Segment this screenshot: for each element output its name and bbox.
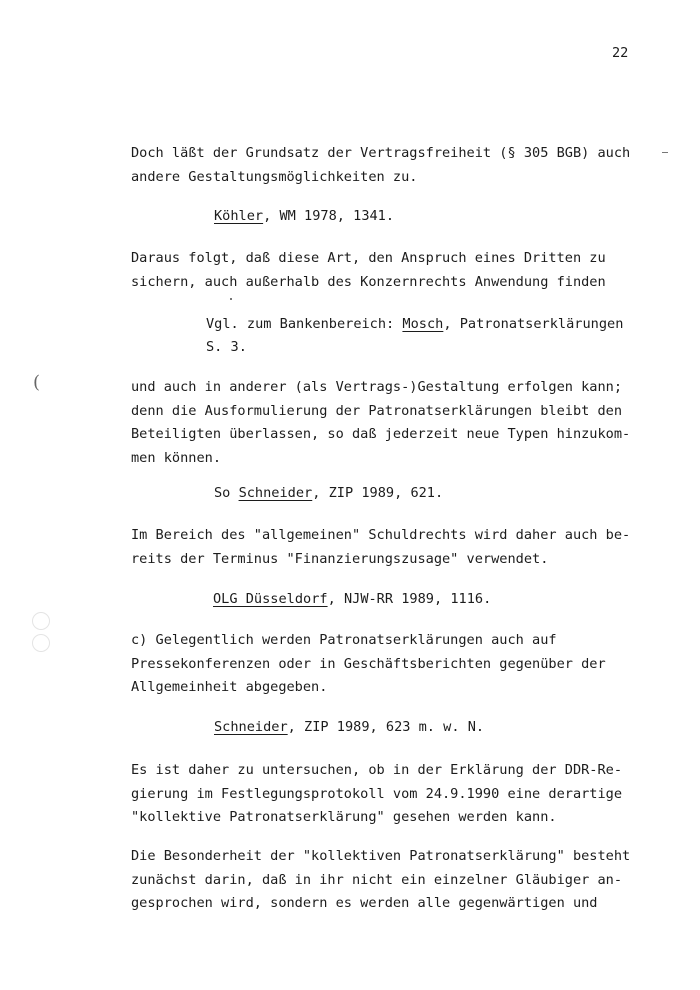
citation-1 <box>214 205 394 229</box>
text-line: sichern, auch außerhalb des Konzernrechts Anwendung finden <box>131 273 606 290</box>
citation-source: , ZIP 1989, 621. <box>312 485 444 501</box>
text-line: men können. <box>131 449 222 466</box>
paragraph-1 <box>131 142 646 189</box>
margin-bracket-mark: ( <box>33 372 41 393</box>
text-line: gesprochen wird, sondern es werden alle gegenwärtigen und <box>131 895 598 911</box>
text-line: c) Gelegentlich werden Patronatserklärungen auch auf <box>131 632 557 648</box>
text-line: Daraus folgt, daß diese Art, den Anspruch eines Dritten zu <box>131 250 606 266</box>
citation-source: , WM 1978, 1341. <box>263 208 395 224</box>
citation-4 <box>213 588 491 612</box>
citation-5 <box>214 716 484 740</box>
text-line: Allgemeinheit abgegeben. <box>131 679 328 695</box>
text-line: Im Bereich des "allgemeinen" Schuldrechts wird daher auch be- <box>131 527 631 543</box>
text-line: Pressekonferenzen oder in Geschäftsberichten gegenüber der <box>131 655 606 672</box>
text-line: "kollektive Patronatserklärung" gesehen werden kann. <box>131 809 557 825</box>
text-line: zunächst darin, daß in ihr nicht ein einzelner Gläubiger an- <box>131 871 623 888</box>
citation-source: , NJW-RR 1989, 1116. <box>327 591 492 607</box>
paragraph-2 <box>131 247 646 294</box>
citation-author: Mosch <box>402 316 444 332</box>
citation-author: OLG Düsseldorf <box>213 591 328 607</box>
text-line: und auch in anderer (als Vertrags-)Gestaltung erfolgen kann; <box>131 379 623 395</box>
citation-author: Schneider <box>238 485 313 501</box>
speck-mark <box>230 298 232 300</box>
text-line: andere Gestaltungsmöglichkeiten zu. <box>131 168 418 185</box>
text-line: Es ist daher zu untersuchen, ob in der Erklärung der DDR-Re- <box>131 762 623 778</box>
citation-author: Köhler <box>214 208 264 224</box>
paragraph-7 <box>131 845 646 916</box>
text-line: denn die Ausformulierung der Patronatserklärungen bleibt den <box>131 402 623 419</box>
punch-hole-mark <box>32 634 50 652</box>
text-line: Die Besonderheit der "kollektiven Patronatserklärung" besteht <box>131 848 631 864</box>
citation-prefix: Vgl. zum Bankenbereich: <box>206 316 403 332</box>
citation-2-line-2: S. 3. <box>206 339 247 355</box>
margin-tick-mark <box>662 152 668 153</box>
page-number: 22 <box>612 45 629 61</box>
punch-hole-mark <box>32 612 50 630</box>
text-line: gierung im Festlegungsprotokoll vom 24.9.1990 eine derartige <box>131 785 623 802</box>
paragraph-4 <box>131 524 646 571</box>
text-line: Doch läßt der Grundsatz der Vertragsfreiheit (§ 305 BGB) auch <box>131 145 631 161</box>
citation-source: , Patronatserklärungen <box>443 316 624 332</box>
citation-author: Schneider <box>214 719 288 735</box>
paragraph-3 <box>131 376 646 470</box>
citation-2 <box>206 313 623 337</box>
citation-source: , ZIP 1989, 623 m. w. N. <box>287 719 485 735</box>
text-line: reits der Terminus "Finanzierungszusage" verwendet. <box>131 550 549 567</box>
text-line: Beteiligten überlassen, so daß jederzeit neue Typen hinzukom- <box>131 426 631 442</box>
citation-3 <box>214 482 443 506</box>
citation-prefix: So <box>214 485 239 501</box>
paragraph-5 <box>131 629 646 700</box>
paragraph-6 <box>131 759 646 830</box>
